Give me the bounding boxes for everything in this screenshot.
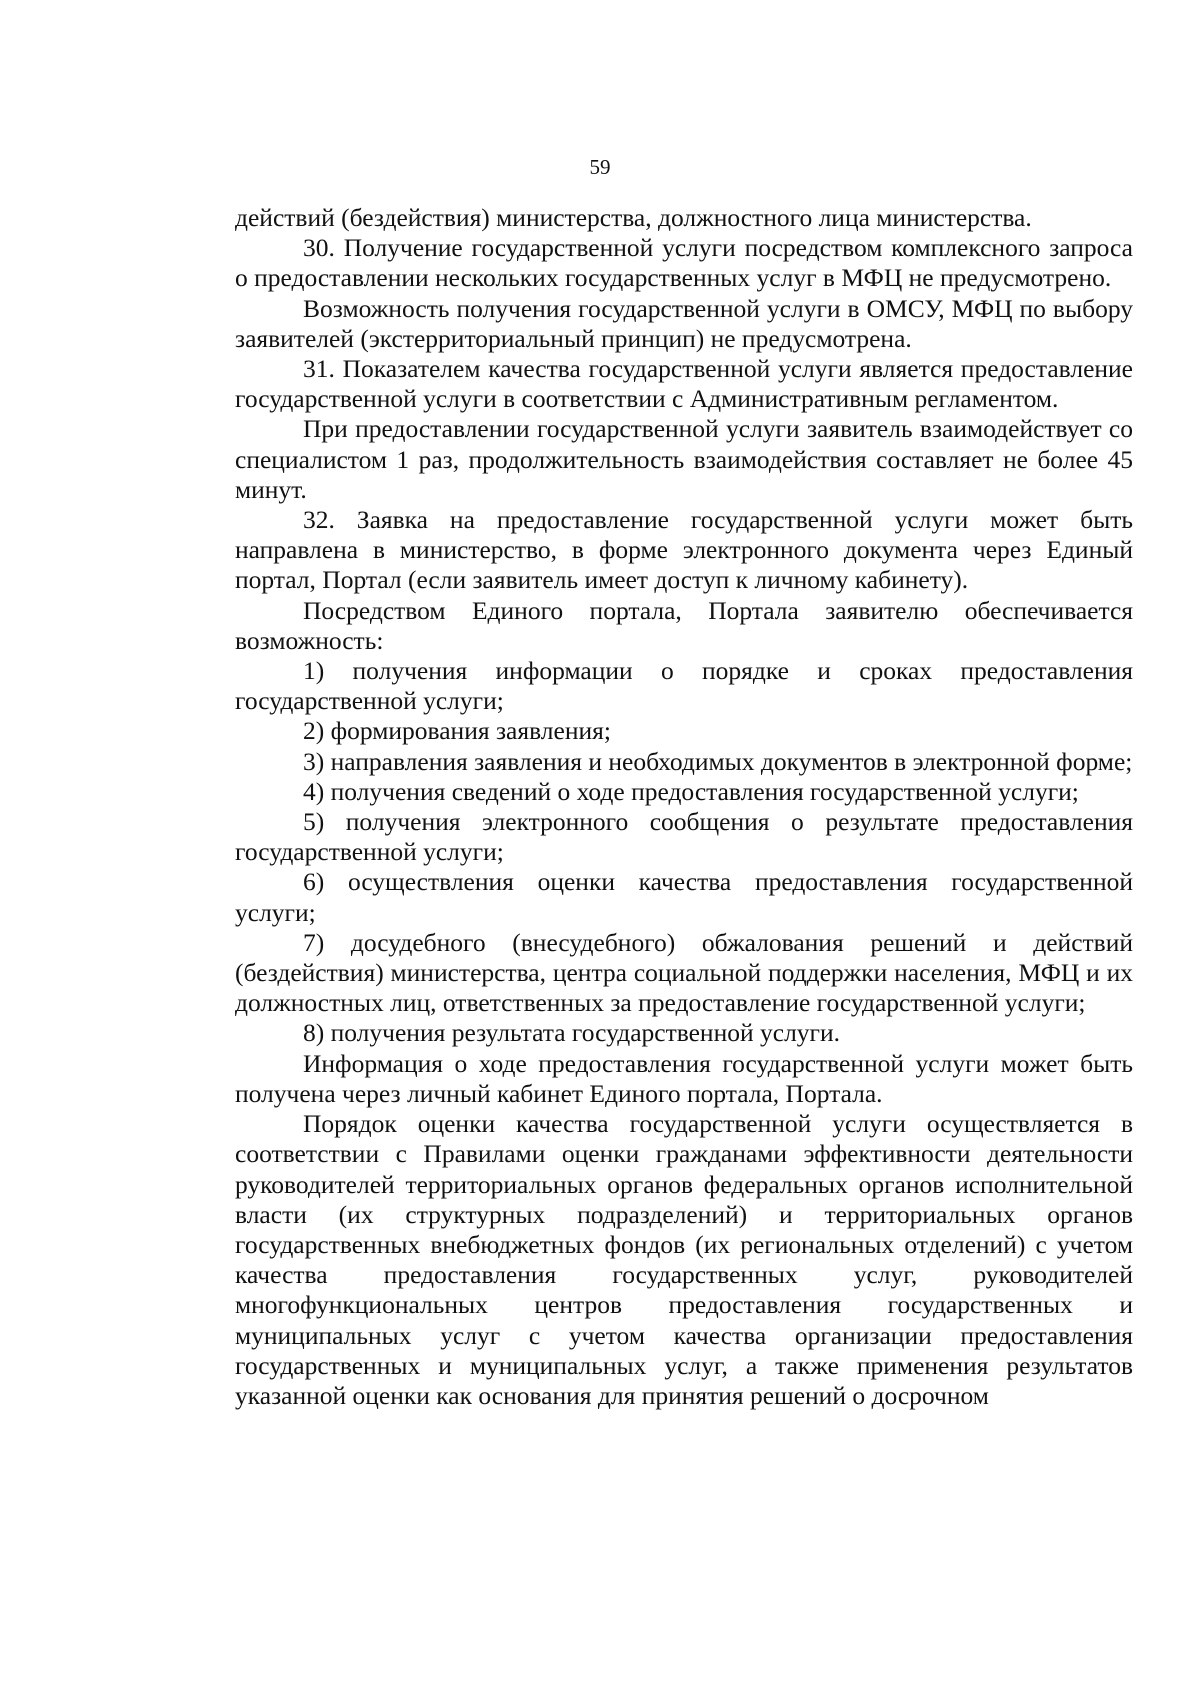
paragraph-16: Порядок оценки качества государственной услуги осуществляется в соответствии с Правилами оценки гражданами эффективности деятельности руководителей территориальных органов федеральных органов исполнительной власти (их структурных подразделений) и территориальных органов государственных внебюджетных фондов (их региональных отделений) с учетом качества предоставления государственных услуг, руководителей многофункциональных центров предоставления государственных и муниципальных услуг с учетом качества организации предоставления государственных и муниципальных услуг, а также применения результатов указанной оценки как основания для принятия решений о досрочном bbox=[235, 1109, 1133, 1410]
paragraph-1: 30. Получение государственной услуги посредством комплексного запроса о предоставлении нескольких государственных услуг в МФЦ не предусмотрено. bbox=[235, 233, 1133, 293]
list-item-3: 3) направления заявления и необходимых документов в электронной форме; bbox=[303, 746, 1133, 776]
page-number: 59 bbox=[589, 155, 611, 179]
paragraph-4: При предоставлении государственной услуги заявитель взаимодействует со специалистом 1 раз, продолжительность взаимодействия составляет не более 45 минут. bbox=[235, 414, 1133, 504]
paragraph-5: 32. Заявка на предоставление государственной услуги может быть направлена в министерство, в форме электронного документа через Единый портал, Портал (если заявитель имеет доступ к личному кабинету). bbox=[235, 505, 1133, 595]
list-item-6: 6) осуществления оценки качества предоставления государственной услуги; bbox=[235, 867, 1133, 927]
list-item-4: 4) получения сведений о ходе предоставления государственной услуги; bbox=[303, 776, 1079, 806]
paragraph-15: Информация о ходе предоставления государственной услуги может быть получена через личный кабинет Единого портала, Портала. bbox=[235, 1048, 1133, 1108]
paragraph-6: Посредством Единого портала, Портала заявителю обеспечивается возможность: bbox=[235, 595, 1133, 655]
paragraph-2: Возможность получения государственной услуги в ОМСУ, МФЦ по выбору заявителей (экстерриториальный принцип) не предусмотрена. bbox=[235, 293, 1133, 353]
list-item-2: 2) формирования заявления; bbox=[303, 716, 611, 746]
paragraph-3: 31. Показателем качества государственной услуги является предоставление государственной услуги в соответствии с Административным регламентом. bbox=[235, 354, 1133, 414]
list-item-1: 1) получения информации о порядке и сроках предоставления государственной услуги; bbox=[235, 656, 1133, 716]
list-item-7: 7) досудебного (внесудебного) обжалования решений и действий (бездействия) министерства, центра социальной поддержки населения, МФЦ и их должностных лиц, ответственных за предоставление государственной услуги; bbox=[235, 927, 1133, 1018]
list-item-8: 8) получения результата государственной услуги. bbox=[303, 1018, 841, 1048]
list-item-5: 5) получения электронного сообщения о результате предоставления государственной услуги; bbox=[235, 807, 1133, 867]
paragraph-0: действий (бездействия) министерства, должностного лица министерства. bbox=[235, 203, 1032, 232]
document-body bbox=[235, 203, 1133, 1411]
